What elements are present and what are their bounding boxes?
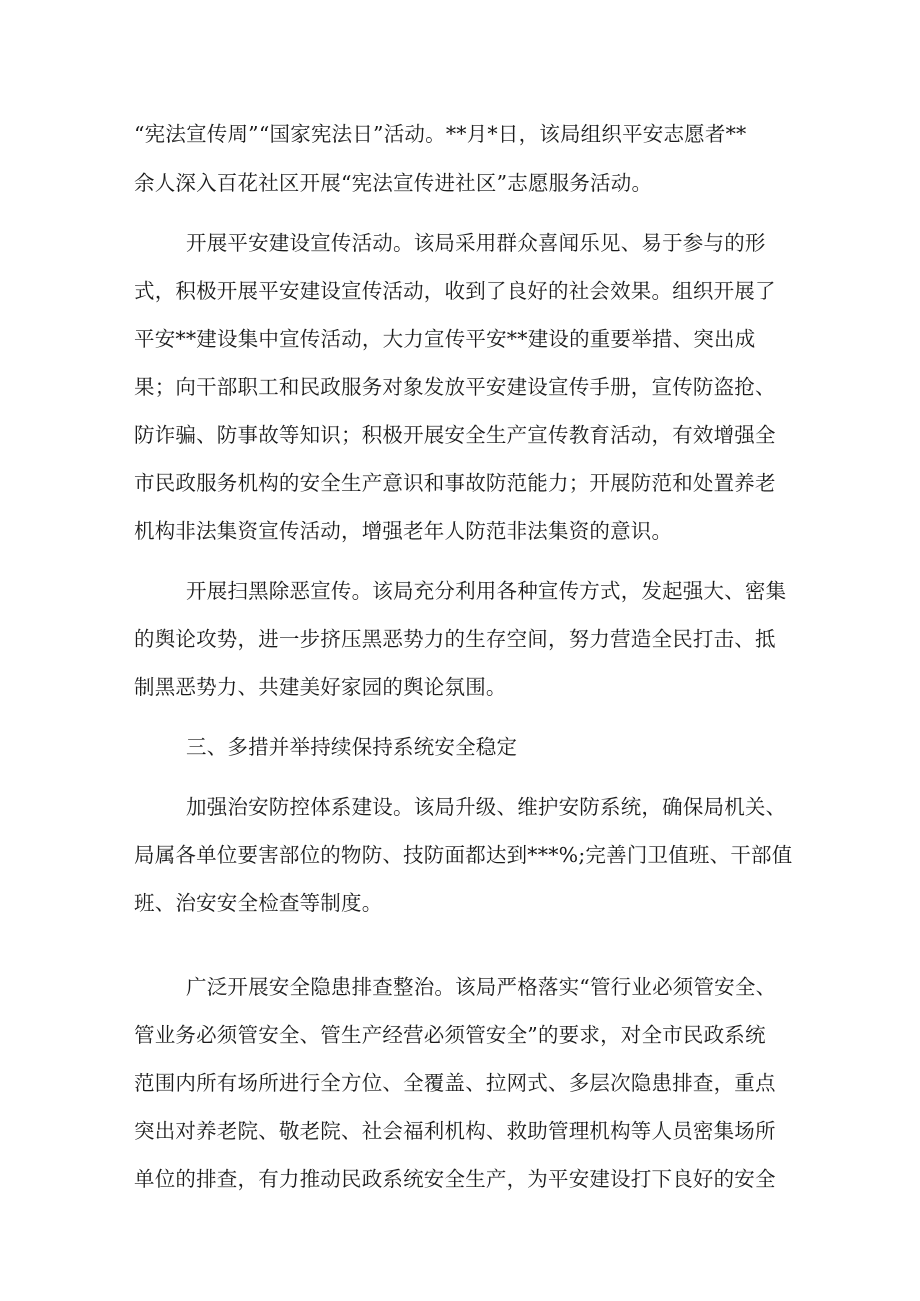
paragraph-2-line-1: 开展平安建设宣传活动。该局采用群众喜闻乐见、易于参与的形 <box>186 231 766 255</box>
paragraph-5-line-2: 管业务必须管安全、管生产经营必须管安全”的要求，对全市民政系统 <box>134 1023 766 1047</box>
paragraph-2-line-3: 平安**建设集中宣传活动，大力宣传平安**建设的重要举措、突出成 <box>134 327 756 351</box>
paragraph-2-line-4: 果；向干部职工和民政服务对象发放平安建设宣传手册，宣传防盗抢、 <box>134 375 776 399</box>
paragraph-1-line-1: “宪法宣传周”“国家宪法日”活动。**月*日，该局组织平安志愿者** <box>134 122 747 146</box>
paragraph-2-line-2: 式，积极开展平安建设宣传活动，收到了良好的社会效果。组织开展了 <box>134 279 776 303</box>
paragraph-4-line-1: 加强治安防控体系建设。该局升级、维护安防系统，确保局机关、 <box>186 795 787 819</box>
paragraph-2-line-7: 机构非法集资宣传活动，增强老年人防范非法集资的意识。 <box>134 519 673 543</box>
paragraph-4-line-2: 局属各单位要害部位的物防、技防面都达到***%;完善门卫值班、干部值 <box>134 843 793 867</box>
paragraph-2-line-5: 防诈骗、防事故等知识；积极开展安全生产宣传教育活动，有效增强全 <box>134 423 776 447</box>
paragraph-3-line-3: 制黑恶势力、共建美好家园的舆论氛围。 <box>134 675 507 699</box>
paragraph-2-line-6: 市民政服务机构的安全生产意识和事故防范能力；开展防范和处置养老 <box>134 471 776 495</box>
paragraph-5-line-3: 范围内所有场所进行全方位、全覆盖、拉网式、多层次隐患排查，重点 <box>134 1071 776 1095</box>
paragraph-5-line-4: 突出对养老院、敬老院、社会福利机构、救助管理机构等人员密集场所 <box>134 1119 776 1143</box>
paragraph-1-line-2: 余人深入百花社区开展“宪法宣传进社区”志愿服务活动。 <box>134 171 653 195</box>
paragraph-3-line-2: 的舆论攻势，进一步挤压黑恶势力的生存空间，努力营造全民打击、抵 <box>134 627 776 651</box>
paragraph-5-line-5: 单位的排查，有力推动民政系统安全生产，为平安建设打下良好的安全 <box>134 1167 776 1191</box>
paragraph-4-line-3: 班、治安安全检查等制度。 <box>134 891 383 915</box>
paragraph-5-line-1: 广泛开展安全隐患排查整治。该局严格落实“管行业必须管安全、 <box>186 975 777 999</box>
paragraph-3-line-1: 开展扫黑除恶宣传。该局充分利用各种宣传方式，发起强大、密集 <box>186 579 787 603</box>
section-heading-3: 三、多措并举持续保持系统安全稳定 <box>186 735 518 759</box>
